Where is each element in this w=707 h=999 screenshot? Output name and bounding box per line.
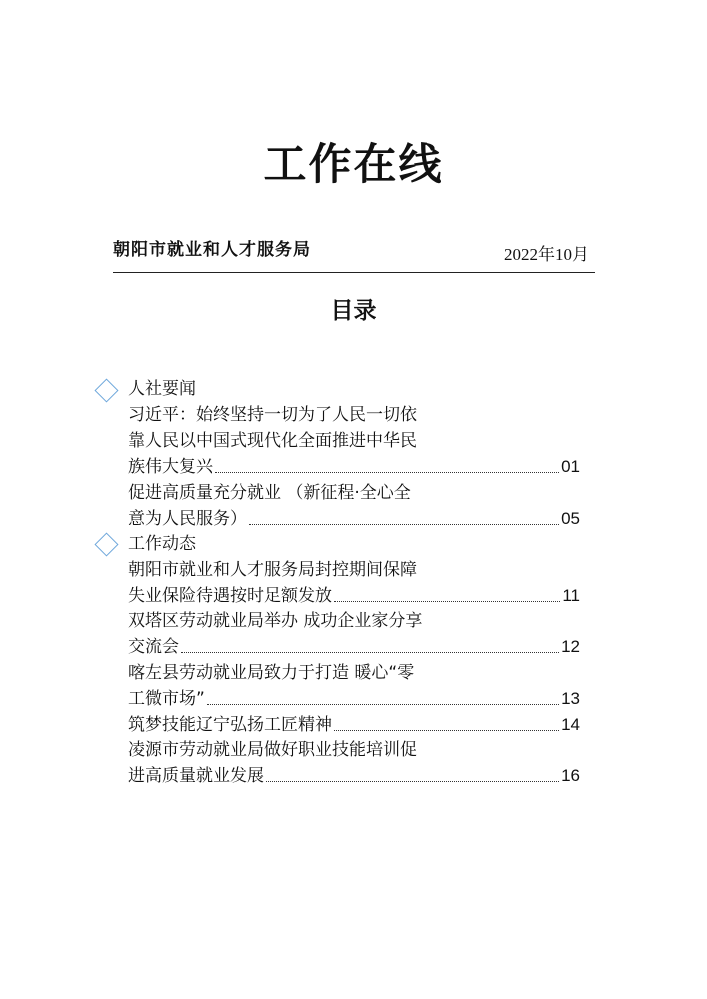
toc-entry-line: 工微市场” bbox=[128, 689, 205, 709]
toc-page-number: 16 bbox=[561, 766, 580, 785]
toc-page-number: 13 bbox=[561, 689, 580, 708]
toc-entry-line: 进高质量就业发展 bbox=[128, 766, 264, 786]
toc-page-number: 05 bbox=[561, 509, 580, 528]
toc-heading: 目录 bbox=[330, 298, 377, 324]
toc-page-number: 12 bbox=[561, 637, 580, 656]
dot-leader bbox=[334, 730, 559, 731]
toc-entry-line: 凌源市劳动就业局做好职业技能培训促 bbox=[128, 740, 417, 760]
toc-page-number: 01 bbox=[561, 457, 580, 476]
toc-entry-line: 喀左县劳动就业局致力于打造 暖心“零 bbox=[128, 663, 415, 683]
toc-section-title: 工作动态 bbox=[128, 534, 196, 554]
toc-entry-line: 意为人民服务） bbox=[128, 509, 247, 529]
toc-page-number: 11 bbox=[562, 586, 580, 605]
document-title: 工作在线 bbox=[263, 140, 444, 190]
diamond-icon bbox=[94, 378, 118, 402]
issue-date: 2022年10月 bbox=[504, 245, 589, 264]
diamond-icon bbox=[94, 532, 118, 556]
toc-entry-line: 靠人民以中国式现代化全面推进中华民 bbox=[128, 431, 417, 451]
header-divider bbox=[113, 272, 595, 273]
toc-entry-line: 双塔区劳动就业局举办 成功企业家分享 bbox=[128, 611, 423, 631]
toc-entry-line: 族伟大复兴 bbox=[128, 457, 213, 477]
dot-leader bbox=[266, 781, 559, 782]
toc-entry-line: 失业保险待遇按时足额发放 bbox=[128, 586, 332, 606]
dot-leader bbox=[334, 601, 560, 602]
dot-leader bbox=[215, 472, 559, 473]
organization-name: 朝阳市就业和人才服务局 bbox=[113, 240, 311, 260]
toc-page-number: 14 bbox=[561, 715, 580, 734]
toc-entry-line: 朝阳市就业和人才服务局封控期间保障 bbox=[128, 560, 417, 580]
dot-leader bbox=[249, 524, 559, 525]
toc-entry-line: 筑梦技能辽宁弘扬工匠精神 bbox=[128, 715, 332, 735]
toc-entry-line: 促进高质量充分就业 （新征程·全心全 bbox=[128, 483, 411, 503]
toc-entry-line: 习近平：始终坚持一切为了人民一切依 bbox=[128, 405, 417, 425]
toc-entry-line: 交流会 bbox=[128, 637, 179, 657]
dot-leader bbox=[207, 704, 559, 705]
dot-leader bbox=[181, 652, 559, 653]
toc-section-title: 人社要闻 bbox=[128, 379, 196, 399]
